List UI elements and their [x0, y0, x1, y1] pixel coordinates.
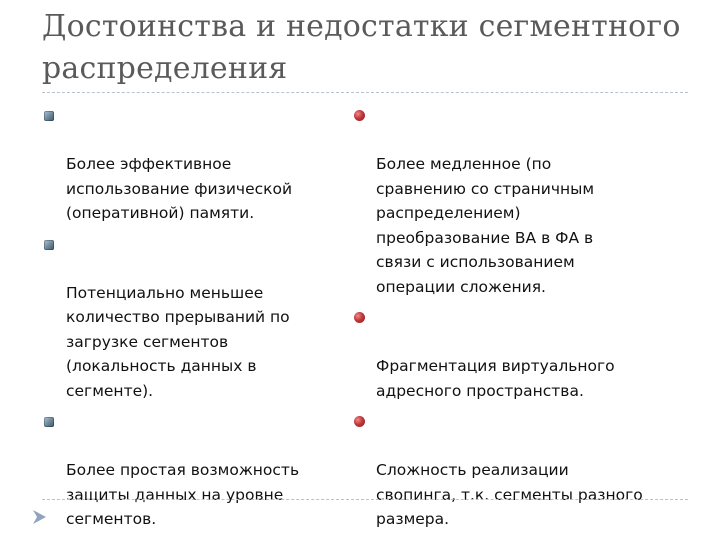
- advantage-text: Потенциально меньшее количество прерываний по загрузке сегментов (локальность данных в сегменте).: [66, 283, 290, 400]
- title-divider: [42, 92, 688, 93]
- disadvantage-text: Сложность реализации свопинга, т.к. сегменты разного размера.: [376, 461, 643, 528]
- arrow-chevron-icon: [30, 508, 50, 526]
- advantage-item: [44, 232, 319, 404]
- disadvantage-text: Более медленное (по сравнению со страничным распределением) преобразование ВА в ФА в связи с использованием операции сложения.: [376, 155, 595, 296]
- disadvantages-column: [354, 103, 654, 538]
- square-bullet-icon: [44, 240, 54, 250]
- round-bullet-icon: [354, 416, 365, 427]
- advantages-column: [44, 103, 319, 538]
- disadvantage-item: [354, 305, 654, 403]
- disadvantage-item: [354, 103, 654, 299]
- square-bullet-icon: [44, 417, 54, 427]
- slide-title: [42, 6, 692, 90]
- disadvantage-text: Фрагментация виртуального адресного пространства.: [376, 357, 615, 400]
- square-bullet-icon: [44, 111, 54, 121]
- round-bullet-icon: [354, 110, 365, 121]
- footer-divider: [42, 499, 688, 500]
- advantage-text: Более простая возможность защиты данных на уровне сегментов.: [66, 461, 300, 528]
- slide-title-line-2: распределения: [42, 51, 288, 86]
- advantage-item: [44, 409, 319, 532]
- disadvantage-item: [354, 409, 654, 532]
- round-bullet-icon: [354, 312, 365, 323]
- slide-title-line-1: Достоинства и недостатки сегментного: [42, 9, 681, 44]
- advantage-text: Более эффективное использование физической (оперативной) памяти.: [66, 155, 293, 222]
- advantage-item: [44, 103, 319, 226]
- next-slide-arrow-icon[interactable]: [30, 508, 50, 526]
